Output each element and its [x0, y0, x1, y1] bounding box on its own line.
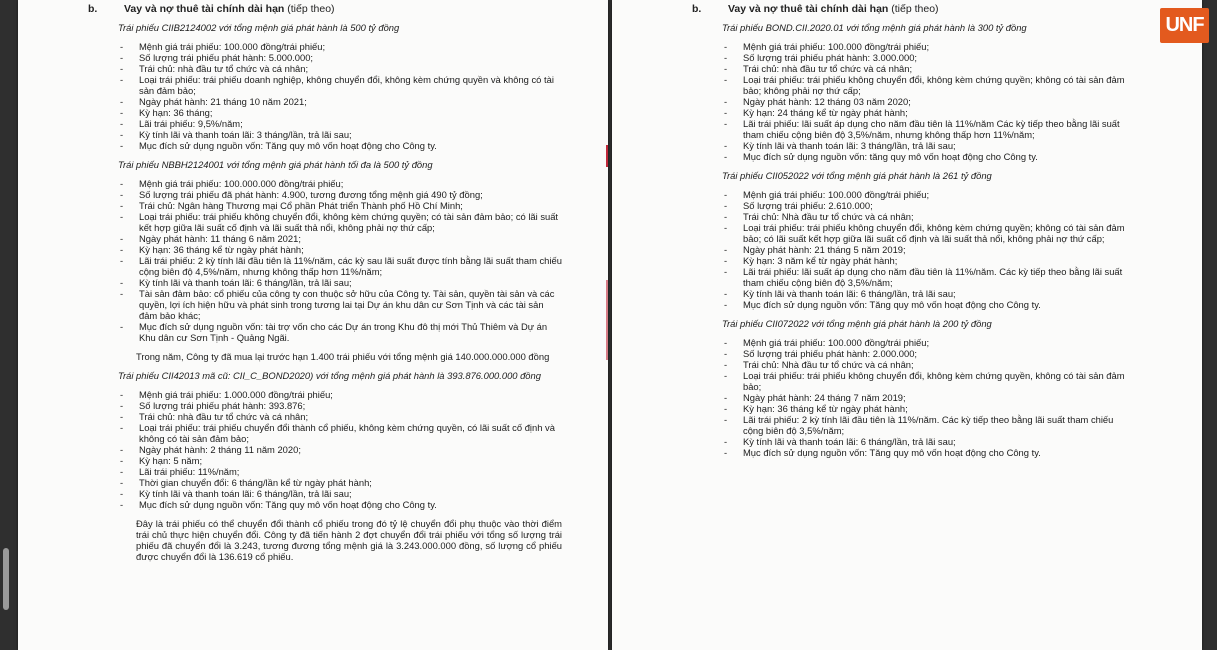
- bond-title: Trái phiếu CII052022 với tổng mệnh giá phát hành là 261 tỷ đồng: [722, 170, 992, 181]
- bond-term-item: - Loại trái phiếu: trái phiếu chuyển đổi thành cổ phiếu, không kèm chứng quyền, có lãi suất cố định và không có tài sản đảm bảo;: [118, 422, 562, 444]
- bond-term-item: - Ngày phát hành: 2 tháng 11 năm 2020;: [118, 444, 562, 455]
- bond-term-item: - Kỳ hạn: 3 năm kể từ ngày phát hành;: [722, 255, 1132, 266]
- section-title: Vay và nợ thuê tài chính dài hạn: [728, 3, 889, 15]
- bond-term-item: - Loại trái phiếu: trái phiếu không chuyển đổi, không kèm chứng quyền, không có tài sản đảm bảo;: [722, 370, 1132, 392]
- bond-term-item: - Lãi trái phiếu: lãi suất áp dụng cho năm đầu tiên là 11%/năm Các kỳ tiếp theo bằng lãi suất tham chiếu cộng biên độ 3,5%/năm, nhưng không thấp hơn 11%/năm;: [722, 118, 1132, 140]
- bond-term-item: - Ngày phát hành: 21 tháng 5 năm 2019;: [722, 244, 1132, 255]
- bond-term-item: - Kỳ tính lãi và thanh toán lãi: 6 tháng/lần, trả lãi sau;: [118, 488, 562, 499]
- bond-note: Đây là trái phiếu có thể chuyển đổi thành cổ phiếu trong đó tỷ lệ chuyển đổi phụ thuộc vào thời điểm trái chủ thực hiện chuyển đổi. Công ty đã tiến hành 2 đợt chuyển đổi trái phiếu với tổng số lượng trái phiếu đã chuyển đổi là 3.243, tương đương tổng mệnh giá là 3.243.000.000 đồng, số lượng cổ phiếu được chuyển đổi là 136.619 cổ phiếu.: [136, 518, 562, 562]
- bond-term-item: - Trái chủ: Nhà đầu tư tổ chức và cá nhân;: [722, 359, 1132, 370]
- bond-terms-list: [118, 41, 562, 151]
- scrollbar[interactable]: [3, 548, 9, 610]
- seal-mark: [606, 145, 608, 167]
- bond-title: Trái phiếu CII42013 mã cũ: CII_C_BOND2020) với tổng mệnh giá phát hành là 393.876.000.000 đồng: [118, 370, 541, 381]
- bond-term-item: - Mục đích sử dụng nguồn vốn: Tăng quy mô vốn hoạt động cho Công ty.: [722, 299, 1132, 310]
- bond-title: Trái phiếu CIIB2124002 với tổng mệnh giá phát hành là 500 tỷ đồng: [118, 22, 400, 33]
- bond-term-item: - Mục đích sử dụng nguồn vốn: tài trợ vốn cho các Dự án trong Khu đô thị mới Thủ Thiêm và Dự án Khu dân cư Sơn Tịnh - Quảng Ngãi.: [118, 321, 562, 343]
- bond-term-item: - Kỳ tính lãi và thanh toán lãi: 3 tháng/lần, trả lãi sau;: [118, 129, 562, 140]
- bond-term-item: - Kỳ hạn: 5 năm;: [118, 455, 562, 466]
- bond-term-item: - Kỳ tính lãi và thanh toán lãi: 3 tháng/lần, trả lãi sau;: [722, 140, 1132, 151]
- bond-term-item: - Mục đích sử dụng nguồn vốn: Tăng quy mô vốn hoạt động cho Công ty.: [722, 447, 1132, 458]
- bond-term-item: - Số lượng trái phiếu phát hành: 393.876;: [118, 400, 562, 411]
- bond-note: Trong năm, Công ty đã mua lại trước hạn 1.400 trái phiếu với tổng mệnh giá 140.000.000.000 đồng: [136, 351, 550, 362]
- section-subtitle: (tiếp theo): [891, 3, 939, 15]
- bond-term-item: - Trái chủ: Nhà đầu tư tổ chức và cá nhân;: [722, 211, 1132, 222]
- bond-term-item: - Kỳ hạn: 36 tháng kể từ ngày phát hành;: [722, 403, 1132, 414]
- bond-title: Trái phiếu CII072022 với tổng mệnh giá phát hành là 200 tỷ đồng: [722, 318, 992, 329]
- logo-text: UNF: [1165, 14, 1204, 36]
- bond-term-item: - Mục đích sử dụng nguồn vốn: tăng quy mô vốn hoạt động cho Công ty.: [722, 151, 1132, 162]
- bond-term-item: - Kỳ hạn: 24 tháng kể từ ngày phát hành;: [722, 107, 1132, 118]
- bond-terms-list: [118, 178, 562, 343]
- section-title: Vay và nợ thuê tài chính dài hạn: [124, 3, 285, 15]
- bond-term-item: - Kỳ tính lãi và thanh toán lãi: 6 tháng/lần, trả lãi sau;: [722, 436, 1132, 447]
- bond-term-item: - Kỳ hạn: 36 tháng;: [118, 107, 562, 118]
- bond-term-item: - Lãi trái phiếu: 9,5%/năm;: [118, 118, 562, 129]
- bond-term-item: - Lãi trái phiếu: 11%/năm;: [118, 466, 562, 477]
- bond-terms-list: [722, 189, 1132, 310]
- bond-term-item: - Mệnh giá trái phiếu: 1.000.000 đồng/trái phiếu;: [118, 389, 562, 400]
- bond-terms-list: [722, 337, 1132, 458]
- document-page-left: [18, 0, 608, 650]
- bond-term-item: - Trái chủ: nhà đầu tư tổ chức và cá nhân;: [722, 63, 1132, 74]
- document-page-right: [612, 0, 1202, 650]
- seal-mark: [606, 280, 608, 360]
- bond-term-item: - Mệnh giá trái phiếu: 100.000 đồng/trái phiếu;: [722, 189, 1132, 200]
- bond-term-item: - Trái chủ: nhà đầu tư tổ chức và cá nhân;: [118, 63, 562, 74]
- bond-term-item: - Mục đích sử dụng nguồn vốn: Tăng quy mô vốn hoạt động cho Công ty.: [118, 140, 562, 151]
- bond-term-item: - Trái chủ: nhà đầu tư tổ chức và cá nhân;: [118, 411, 562, 422]
- section-heading: [88, 3, 335, 15]
- bond-term-item: - Số lượng trái phiếu: 2.610.000;: [722, 200, 1132, 211]
- bond-term-item: - Ngày phát hành: 12 tháng 03 năm 2020;: [722, 96, 1132, 107]
- bond-term-item: - Ngày phát hành: 24 tháng 7 năm 2019;: [722, 392, 1132, 403]
- bond-term-item: - Loại trái phiếu: trái phiếu doanh nghiệp, không chuyển đổi, không kèm chứng quyền và không có tài sản đảm bảo;: [118, 74, 562, 96]
- section-label: b.: [692, 3, 702, 15]
- bond-term-item: - Loại trái phiếu: trái phiếu không chuyển đổi, không kèm chứng quyền; có tài sản đảm bảo; có lãi suất kết hợp giữa lãi suất cố định và lãi suất thả nổi, không phải nợ thứ cấp;: [118, 211, 562, 233]
- bond-term-item: - Lãi trái phiếu: 2 kỳ tính lãi đầu tiên là 11%/năm, các kỳ sau lãi suất được tính bằng lãi suất tham chiếu cộng biên độ 4,5%/năm, nhưng không thấp hơn 11%/năm;: [118, 255, 562, 277]
- bond-term-item: - Số lượng trái phiếu phát hành: 2.000.000;: [722, 348, 1132, 359]
- bond-term-item: - Kỳ hạn: 36 tháng kể từ ngày phát hành;: [118, 244, 562, 255]
- bond-term-item: - Ngày phát hành: 11 tháng 6 năm 2021;: [118, 233, 562, 244]
- bond-term-item: - Kỳ tính lãi và thanh toán lãi: 6 tháng/lần, trả lãi sau;: [118, 277, 562, 288]
- bond-terms-list: [722, 41, 1132, 162]
- section-heading: [692, 3, 939, 15]
- bond-term-item: - Mệnh giá trái phiếu: 100.000 đồng/trái phiếu;: [722, 41, 1132, 52]
- page-content: [722, 18, 1132, 466]
- bond-term-item: - Ngày phát hành: 21 tháng 10 năm 2021;: [118, 96, 562, 107]
- bond-term-item: - Lãi trái phiếu: 2 kỳ tính lãi đầu tiên là 11%/năm. Các kỳ tiếp theo bằng lãi suất tham chiếu cộng biên độ 3,5%/năm;: [722, 414, 1132, 436]
- bond-title: Trái phiếu BOND.CII.2020.01 với tổng mệnh giá phát hành là 300 tỷ đồng: [722, 22, 1027, 33]
- bond-term-item: - Mệnh giá trái phiếu: 100.000.000 đồng/trái phiếu;: [118, 178, 562, 189]
- bond-term-item: - Mục đích sử dụng nguồn vốn: Tăng quy mô vốn hoạt động cho Công ty.: [118, 499, 562, 510]
- section-subtitle: (tiếp theo): [287, 3, 335, 15]
- bond-term-item: - Tài sản đảm bảo: cổ phiếu của công ty con thuộc sở hữu của Công ty. Tài sản, quyền tài sản và các quyền, lợi ích hiện hữu và phát sinh trong tương lai tại Dự án khu dân cư Sơn Tịnh và các tài sản đảm bảo khác;: [118, 288, 562, 321]
- bond-term-item: - Số lượng trái phiếu phát hành: 5.000.000;: [118, 52, 562, 63]
- brand-logo: [1160, 8, 1209, 43]
- bond-term-item: - Mệnh giá trái phiếu: 100.000 đồng/trái phiếu;: [118, 41, 562, 52]
- section-label: b.: [88, 3, 98, 15]
- bond-title: Trái phiếu NBBH2124001 với tổng mệnh giá phát hành tối đa là 500 tỷ đồng: [118, 159, 433, 170]
- bond-term-item: - Mệnh giá trái phiếu: 100.000 đồng/trái phiếu;: [722, 337, 1132, 348]
- page-content: [118, 18, 562, 570]
- bond-terms-list: [118, 389, 562, 510]
- bond-term-item: - Trái chủ: Ngân hàng Thương mại Cổ phần Phát triển Thành phố Hồ Chí Minh;: [118, 200, 562, 211]
- bond-term-item: - Loại trái phiếu: trái phiếu không chuyển đổi, không kèm chứng quyền; không có tài sản đảm bảo; không phải nợ thứ cấp;: [722, 74, 1132, 96]
- bond-term-item: - Lãi trái phiếu: lãi suất áp dụng cho năm đầu tiên là 11%/năm. Các kỳ tiếp theo bằng lãi suất tham chiếu cộng biên độ 3,5%/năm;: [722, 266, 1132, 288]
- bond-term-item: - Kỳ tính lãi và thanh toán lãi: 6 tháng/lần, trả lãi sau;: [722, 288, 1132, 299]
- bond-term-item: - Số lượng trái phiếu phát hành: 3.000.000;: [722, 52, 1132, 63]
- bond-term-item: - Thời gian chuyển đổi: 6 tháng/lần kể từ ngày phát hành;: [118, 477, 562, 488]
- bond-term-item: - Loại trái phiếu: trái phiếu không chuyển đổi, không kèm chứng quyền; không có tài sản đảm bảo; có lãi suất kết hợp giữa lãi suất cố định và lãi suất thả nổi, không phải nợ thứ cấp;: [722, 222, 1132, 244]
- bond-term-item: - Số lượng trái phiếu đã phát hành: 4.900, tương đương tổng mệnh giá 490 tỷ đồng;: [118, 189, 562, 200]
